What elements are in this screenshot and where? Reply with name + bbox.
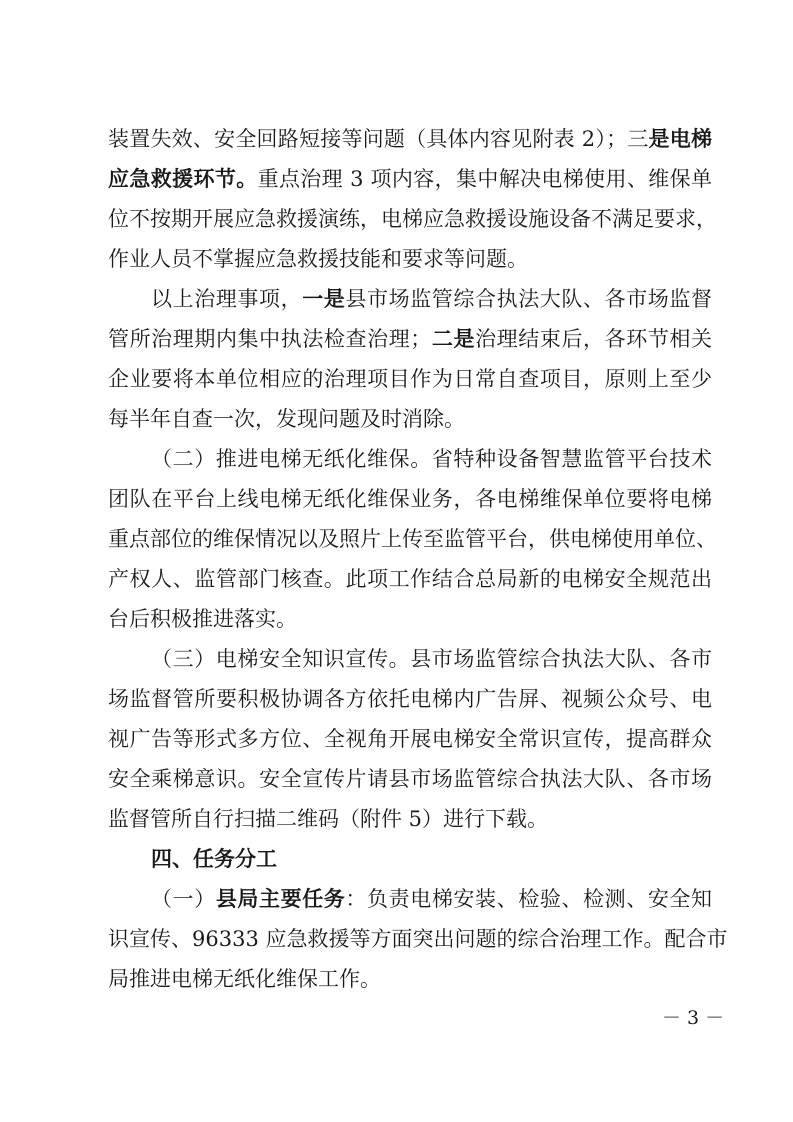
paragraph-line: （三）电梯安全知识宣传。县市场监管综合执法大队、各市: [151, 647, 712, 671]
paragraph-line: （一）县局主要任务：负责电梯安装、检验、检测、安全知: [151, 886, 713, 911]
paragraph-line: 企业要将本单位相应的治理项目作为日常自查项目，原则上至少: [108, 367, 712, 391]
paragraph-line: 管所治理期内集中执法检查治理；二是治理结束后，各环节相关: [108, 326, 713, 351]
paragraph-line: 位不按期开展应急救援演练，电梯应急救援设施设备不满足要求，: [108, 207, 717, 231]
paragraph-line: 团队在平台上线电梯无纸化维保业务，各电梯维保单位要将电梯: [108, 487, 712, 511]
page-number: － 3 －: [662, 1007, 725, 1029]
paragraph-line: 重点部位的维保情况以及照片上传至监管平台，供电梯使用单位、: [108, 527, 717, 551]
paragraph-line: 装置失效、安全回路短接等问题（具体内容见附表 2）；三是电梯: [108, 126, 712, 151]
paragraph-line: （二）推进电梯无纸化维保。省特种设备智慧监管平台技术: [151, 447, 712, 471]
paragraph-line: 应急救援环节。重点治理 3 项内容，集中解决电梯使用、维保单: [108, 166, 712, 191]
paragraph-line: 产权人、监管部门核查。此项工作结合总局新的电梯安全规范出: [108, 567, 712, 591]
paragraph-line: 作业人员不掌握应急救援技能和要求等问题。: [108, 247, 528, 271]
section-heading: 四、任务分工: [151, 847, 277, 871]
paragraph-line: 识宣传、96333 应急救援等方面突出问题的综合治理工作。配合市: [108, 927, 728, 951]
paragraph-line: 以上治理事项，一是县市场监管综合执法大队、各市场监督: [151, 286, 713, 311]
paragraph-line: 局推进电梯无纸化维保工作。: [108, 967, 381, 991]
paragraph-line: 安全乘梯意识。安全宣传片请县市场监管综合执法大队、各市场: [108, 767, 712, 791]
paragraph-line: 台后积极推进落实。: [108, 607, 297, 631]
paragraph-line: 场监督管所要积极协调各方依托电梯内广告屏、视频公众号、电: [108, 687, 712, 711]
paragraph-line: 视广告等形式多方位、全视角开展电梯安全常识宣传，提高群众: [108, 727, 712, 751]
paragraph-line: 监督管所自行扫描二维码（附件 5）进行下载。: [108, 807, 549, 831]
paragraph-line: 每半年自查一次，发现问题及时消除。: [108, 407, 465, 431]
